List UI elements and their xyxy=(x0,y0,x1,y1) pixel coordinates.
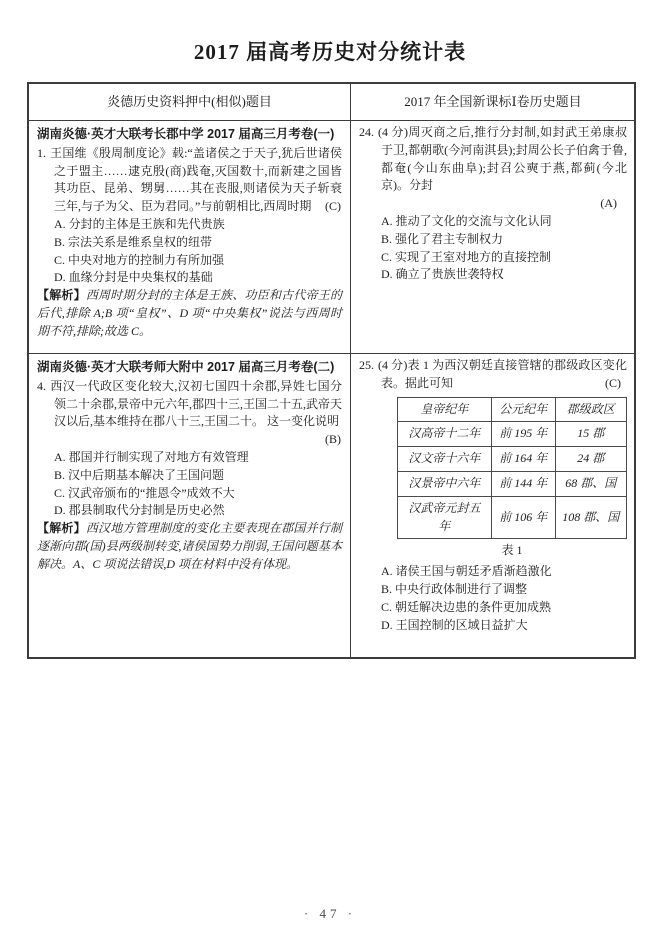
question-stem xyxy=(37,378,342,449)
option-b: B. 汉中后期基本解决了王国问题 xyxy=(54,467,225,482)
answer-letter: (C) xyxy=(605,375,621,390)
answer-letter: (B) xyxy=(325,432,341,447)
paper-source: 湖南炎德·英才大联考师大附中 2017 届高三月考卷(二) xyxy=(37,360,335,374)
analysis-label: 【解析】 xyxy=(37,521,86,536)
cell-row1-right xyxy=(350,121,635,354)
question-stem xyxy=(37,145,342,216)
column-header-right: 2017 年全国新课标Ⅰ卷历史题目 xyxy=(350,84,635,121)
answer-letter: (A) xyxy=(600,196,617,211)
table-cell: 前 195 年 xyxy=(491,422,555,447)
table-row xyxy=(398,422,627,447)
commandery-data-table xyxy=(397,397,627,540)
table-header-ad-year: 公元纪年 xyxy=(491,397,555,422)
table-cell: 15 郡 xyxy=(555,422,626,447)
cell-row1-left xyxy=(29,121,350,354)
cell-row2-left xyxy=(29,354,350,657)
table-row xyxy=(398,471,627,496)
table-cell: 前 144 年 xyxy=(491,471,555,496)
table-cell: 24 郡 xyxy=(555,447,626,472)
analysis xyxy=(37,287,342,340)
table-row xyxy=(398,447,627,472)
table-cell: 前 164 年 xyxy=(491,447,555,472)
question-stem xyxy=(359,124,627,213)
table-row xyxy=(398,496,627,539)
question-number: 24. xyxy=(359,125,374,139)
option-b: B. 宗法关系是维系皇权的纽带 xyxy=(54,234,213,249)
option-b: B. 中央行政体制进行了调整 xyxy=(381,581,528,596)
option-a: A. 诸侯王国与朝廷矛盾渐趋激化 xyxy=(381,564,552,579)
option-b: B. 强化了君主专制权力 xyxy=(381,231,504,246)
analysis-text: 西汉地方管理制度的变化主要表现在郡国并行制逐渐向郡(国)县两级制转变,诸侯国势力削弱,王国问题基本解决。A、C 项说法错误,D 项在材料中没有体现。 xyxy=(37,521,342,571)
column-header-left: 炎德历史资料押中(相似)题目 xyxy=(29,84,350,121)
option-d: D. 确立了贵族世袭特权 xyxy=(381,267,504,282)
paper-source: 湖南炎德·英才大联考长郡中学 2017 届高三月考卷(一) xyxy=(37,127,335,141)
table-cell: 108 郡、国 xyxy=(555,496,626,539)
analysis-label: 【解析】 xyxy=(37,288,86,303)
question-number: 25. xyxy=(359,358,374,372)
question-text: (4 分)表 1 为西汉朝廷直接管辖的郡级政区变化表。据此可知 xyxy=(378,358,627,390)
option-d: D. 王国控制的区域日益扩大 xyxy=(381,617,528,632)
cell-row2-right xyxy=(350,354,635,657)
question-number: 1. xyxy=(37,145,46,160)
table-header-districts: 郡级政区 xyxy=(555,397,626,422)
table-header-emperor-year: 皇帝纪年 xyxy=(398,397,492,422)
answer-letter: (C) xyxy=(325,199,341,214)
comparison-table xyxy=(27,82,636,659)
table-cell: 前 106 年 xyxy=(491,496,555,539)
option-c: C. 中央对地方的控制力有所加强 xyxy=(54,252,225,267)
analysis-text: 西周时期分封的主体是王族、功臣和古代帝王的后代,排除 A;B 项“皇权”、D 项“中央集权”说法与西周时期不符,排除;故选 C。 xyxy=(37,288,342,338)
question-text: (4 分)周灭商之后,推行分封制,如封武王弟康叔于卫,都朝歌(今河南淇县);封周公长子伯禽于鲁,都奄(今山东曲阜);封召公奭于燕,都蓟(今北京)。分封 xyxy=(378,125,627,193)
option-a: A. 分封的主体是王族和先代贵族 xyxy=(54,216,225,231)
page-title: 2017 届高考历史对分统计表 xyxy=(193,40,467,64)
table-header-row xyxy=(398,397,627,422)
page-number: · 47 · xyxy=(303,906,357,921)
table-caption: 表 1 xyxy=(501,543,523,558)
table-cell: 汉高帝十二年 xyxy=(398,422,492,447)
question-number: 4. xyxy=(37,378,46,393)
option-c: C. 实现了王室对地方的直接控制 xyxy=(381,249,552,264)
option-c: C. 汉武帝颁布的“推恩令”成效不大 xyxy=(54,485,235,500)
option-a: A. 推动了文化的交流与文化认同 xyxy=(381,213,552,228)
question-text: 西汉一代政区变化较大,汉初七国四十余郡,异姓七国分领二十余郡,景帝中元六年,郡四十三,王国二十五,武帝天汉以后,基本维持在郡八十三,王国二十。 这一变化说明 xyxy=(50,378,343,429)
table-cell: 汉文帝十六年 xyxy=(398,447,492,472)
table-cell: 汉武帝元封五年 xyxy=(398,496,492,539)
question-text: 王国维《殷周制度论》载:“盖诸侯之于天子,犹后世诸侯之于盟主……逮克殷(商)践奄,灭国数十,而新建之国皆其功臣、昆弟、甥舅……其在丧服,则诸侯为天子斩衰三年,与子为父、臣为君同。”与前朝相比,西周时期 xyxy=(50,145,342,214)
option-d: D. 血缘分封是中央集权的基础 xyxy=(54,270,213,285)
table-cell: 汉景帝中六年 xyxy=(398,471,492,496)
option-a: A. 郡国并行制实现了对地方有效管理 xyxy=(54,449,249,464)
table-cell: 68 郡、国 xyxy=(555,471,626,496)
option-c: C. 朝廷解决边患的条件更加成熟 xyxy=(381,599,552,614)
question-stem xyxy=(359,357,627,393)
analysis xyxy=(37,520,342,573)
option-d: D. 郡县制取代分封制是历史必然 xyxy=(54,503,225,518)
